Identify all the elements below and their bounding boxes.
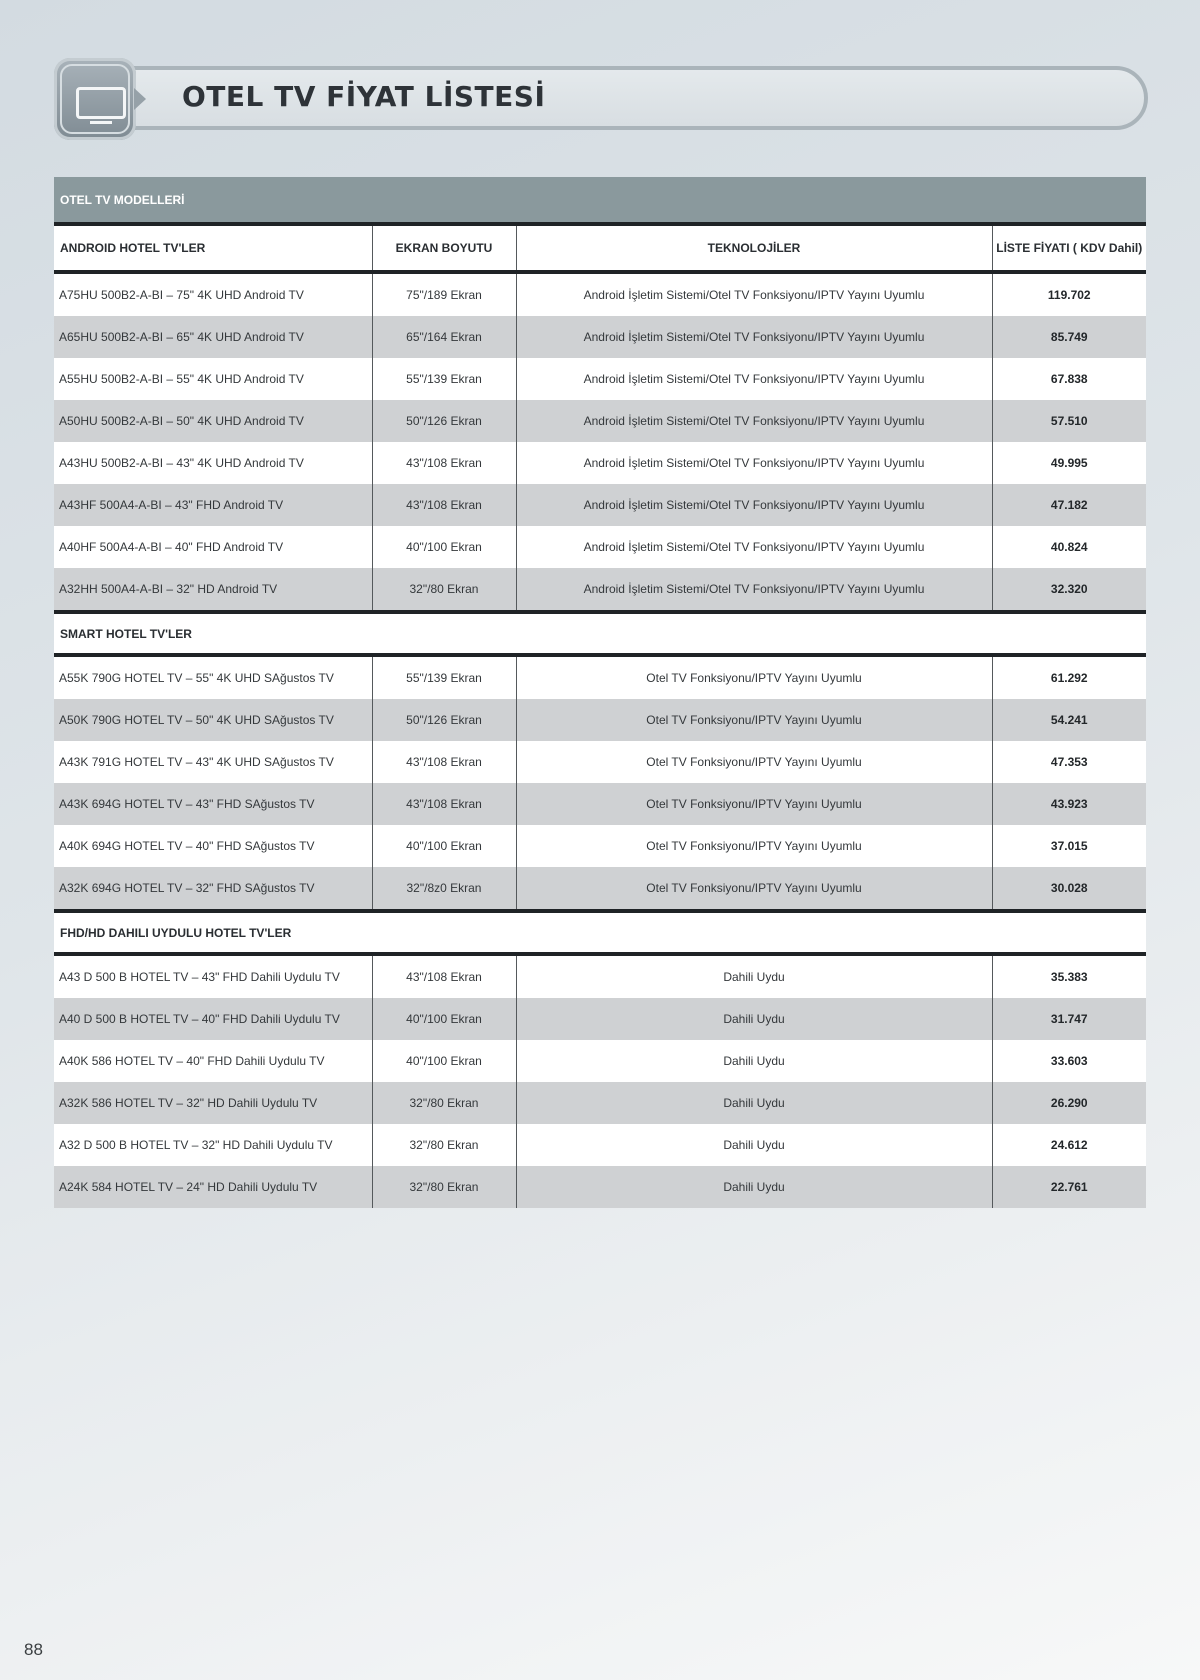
table-row <box>54 358 1146 400</box>
cell-technologies: Dahili Uydu <box>516 954 992 998</box>
cell-screen-size: 43"/108 Ekran <box>372 954 516 998</box>
cell-technologies: Otel TV Fonksiyonu/IPTV Yayını Uyumlu <box>516 741 992 783</box>
table-row <box>54 1082 1146 1124</box>
cell-technologies: Otel TV Fonksiyonu/IPTV Yayını Uyumlu <box>516 825 992 867</box>
cell-screen-size: 43"/108 Ekran <box>372 783 516 825</box>
table-row <box>54 568 1146 612</box>
cell-model: A43K 791G HOTEL TV – 43" 4K UHD SAğustos TV <box>54 741 372 783</box>
cell-screen-size: 40"/100 Ekran <box>372 825 516 867</box>
cell-model: A50HU 500B2-A-BI – 50" 4K UHD Android TV <box>54 400 372 442</box>
cell-technologies: Dahili Uydu <box>516 1166 992 1208</box>
cell-screen-size: 50"/126 Ekran <box>372 699 516 741</box>
table-section-title: OTEL TV MODELLERİ <box>54 177 1146 224</box>
table-row <box>54 1040 1146 1082</box>
title-banner <box>54 58 1148 142</box>
cell-screen-size: 32"/80 Ekran <box>372 568 516 612</box>
cell-model: A55K 790G HOTEL TV – 55" 4K UHD SAğustos TV <box>54 655 372 699</box>
cell-technologies: Android İşletim Sistemi/Otel TV Fonksiyonu/IPTV Yayını Uyumlu <box>516 400 992 442</box>
cell-screen-size: 40"/100 Ekran <box>372 1040 516 1082</box>
cell-technologies: Android İşletim Sistemi/Otel TV Fonksiyonu/IPTV Yayını Uyumlu <box>516 316 992 358</box>
cell-model: A32K 694G HOTEL TV – 32" FHD SAğustos TV <box>54 867 372 911</box>
cell-model: A40K 586 HOTEL TV – 40" FHD Dahili Uydulu TV <box>54 1040 372 1082</box>
cell-screen-size: 32"/80 Ekran <box>372 1166 516 1208</box>
cell-price: 54.241 <box>992 699 1146 741</box>
cell-technologies: Android İşletim Sistemi/Otel TV Fonksiyonu/IPTV Yayını Uyumlu <box>516 358 992 400</box>
cell-price: 43.923 <box>992 783 1146 825</box>
price-table <box>54 177 1146 1208</box>
cell-technologies: Dahili Uydu <box>516 1082 992 1124</box>
table-row <box>54 783 1146 825</box>
cell-technologies: Otel TV Fonksiyonu/IPTV Yayını Uyumlu <box>516 783 992 825</box>
cell-model: A55HU 500B2-A-BI – 55" 4K UHD Android TV <box>54 358 372 400</box>
cell-price: 33.603 <box>992 1040 1146 1082</box>
table-row <box>54 825 1146 867</box>
cell-screen-size: 32"/80 Ekran <box>372 1082 516 1124</box>
cell-screen-size: 43"/108 Ekran <box>372 741 516 783</box>
cell-screen-size: 43"/108 Ekran <box>372 484 516 526</box>
group-title-smart: SMART HOTEL TV'LER <box>54 612 1146 655</box>
cell-screen-size: 32"/80 Ekran <box>372 1124 516 1166</box>
cell-screen-size: 75"/189 Ekran <box>372 272 516 316</box>
cell-technologies: Otel TV Fonksiyonu/IPTV Yayını Uyumlu <box>516 699 992 741</box>
cell-model: A40HF 500A4-A-BI – 40" FHD Android TV <box>54 526 372 568</box>
cell-model: A43 D 500 B HOTEL TV – 43" FHD Dahili Uydulu TV <box>54 954 372 998</box>
cell-price: 22.761 <box>992 1166 1146 1208</box>
table-row <box>54 1124 1146 1166</box>
table-row <box>54 867 1146 911</box>
tv-stand-shape <box>90 121 112 124</box>
cell-price: 85.749 <box>992 316 1146 358</box>
cell-model: A32 D 500 B HOTEL TV – 32" HD Dahili Uydulu TV <box>54 1124 372 1166</box>
cell-price: 24.612 <box>992 1124 1146 1166</box>
table-row <box>54 484 1146 526</box>
column-header-model: ANDROID HOTEL TV'LER <box>54 224 372 272</box>
smart-group-heading <box>54 612 1146 655</box>
column-header-technologies: TEKNOLOJİLER <box>516 224 992 272</box>
table-row <box>54 954 1146 998</box>
cell-model: A32HH 500A4-A-BI – 32" HD Android TV <box>54 568 372 612</box>
cell-technologies: Otel TV Fonksiyonu/IPTV Yayını Uyumlu <box>516 655 992 699</box>
cell-model: A50K 790G HOTEL TV – 50" 4K UHD SAğustos TV <box>54 699 372 741</box>
cell-price: 67.838 <box>992 358 1146 400</box>
cell-price: 47.182 <box>992 484 1146 526</box>
cell-price: 61.292 <box>992 655 1146 699</box>
column-header-screen-size: EKRAN BOYUTU <box>372 224 516 272</box>
cell-technologies: Dahili Uydu <box>516 1040 992 1082</box>
table-row <box>54 655 1146 699</box>
column-headers <box>54 224 1146 272</box>
cell-price: 35.383 <box>992 954 1146 998</box>
cell-technologies: Android İşletim Sistemi/Otel TV Fonksiyonu/IPTV Yayını Uyumlu <box>516 272 992 316</box>
cell-model: A40K 694G HOTEL TV – 40" FHD SAğustos TV <box>54 825 372 867</box>
table-row <box>54 316 1146 358</box>
cell-technologies: Dahili Uydu <box>516 998 992 1040</box>
cell-price: 47.353 <box>992 741 1146 783</box>
cell-price: 30.028 <box>992 867 1146 911</box>
table-row <box>54 699 1146 741</box>
cell-model: A75HU 500B2-A-BI – 75" 4K UHD Android TV <box>54 272 372 316</box>
cell-technologies: Android İşletim Sistemi/Otel TV Fonksiyonu/IPTV Yayını Uyumlu <box>516 526 992 568</box>
tv-screen-shape <box>76 87 126 119</box>
fhd-group-heading <box>54 911 1146 954</box>
table-row <box>54 998 1146 1040</box>
smart-group <box>54 655 1146 911</box>
cell-price: 119.702 <box>992 272 1146 316</box>
page-number: 88 <box>24 1640 43 1659</box>
table-row <box>54 526 1146 568</box>
cell-price: 32.320 <box>992 568 1146 612</box>
cell-screen-size: 32"/8z0 Ekran <box>372 867 516 911</box>
cell-technologies: Otel TV Fonksiyonu/IPTV Yayını Uyumlu <box>516 867 992 911</box>
fhd-group <box>54 954 1146 1208</box>
cell-model: A65HU 500B2-A-BI – 65" 4K UHD Android TV <box>54 316 372 358</box>
tv-icon <box>60 64 130 134</box>
cell-screen-size: 65"/164 Ekran <box>372 316 516 358</box>
cell-technologies: Android İşletim Sistemi/Otel TV Fonksiyonu/IPTV Yayını Uyumlu <box>516 442 992 484</box>
cell-model: A24K 584 HOTEL TV – 24" HD Dahili Uydulu TV <box>54 1166 372 1208</box>
table-row <box>54 442 1146 484</box>
cell-screen-size: 40"/100 Ekran <box>372 526 516 568</box>
cell-price: 26.290 <box>992 1082 1146 1124</box>
cell-screen-size: 55"/139 Ekran <box>372 655 516 699</box>
table-row <box>54 400 1146 442</box>
cell-price: 40.824 <box>992 526 1146 568</box>
page-title: OTEL TV FİYAT LİSTESİ <box>182 80 546 113</box>
cell-screen-size: 50"/126 Ekran <box>372 400 516 442</box>
cell-model: A32K 586 HOTEL TV – 32" HD Dahili Uydulu TV <box>54 1082 372 1124</box>
cell-screen-size: 40"/100 Ekran <box>372 998 516 1040</box>
cell-model: A40 D 500 B HOTEL TV – 40" FHD Dahili Uydulu TV <box>54 998 372 1040</box>
cell-technologies: Android İşletim Sistemi/Otel TV Fonksiyonu/IPTV Yayını Uyumlu <box>516 568 992 612</box>
cell-price: 49.995 <box>992 442 1146 484</box>
cell-screen-size: 55"/139 Ekran <box>372 358 516 400</box>
cell-model: A43HU 500B2-A-BI – 43" 4K UHD Android TV <box>54 442 372 484</box>
cell-price: 57.510 <box>992 400 1146 442</box>
cell-price: 37.015 <box>992 825 1146 867</box>
cell-technologies: Dahili Uydu <box>516 1124 992 1166</box>
table-row <box>54 1166 1146 1208</box>
group-title-fhd: FHD/HD DAHILI UYDULU HOTEL TV'LER <box>54 911 1146 954</box>
cell-model: A43K 694G HOTEL TV – 43" FHD SAğustos TV <box>54 783 372 825</box>
tv-icon-badge <box>54 58 136 140</box>
table-row <box>54 741 1146 783</box>
cell-screen-size: 43"/108 Ekran <box>372 442 516 484</box>
cell-price: 31.747 <box>992 998 1146 1040</box>
android-group <box>54 272 1146 612</box>
column-header-price: LİSTE FİYATI ( KDV Dahil) <box>992 224 1146 272</box>
table-row <box>54 272 1146 316</box>
cell-technologies: Android İşletim Sistemi/Otel TV Fonksiyonu/IPTV Yayını Uyumlu <box>516 484 992 526</box>
cell-model: A43HF 500A4-A-BI – 43" FHD Android TV <box>54 484 372 526</box>
